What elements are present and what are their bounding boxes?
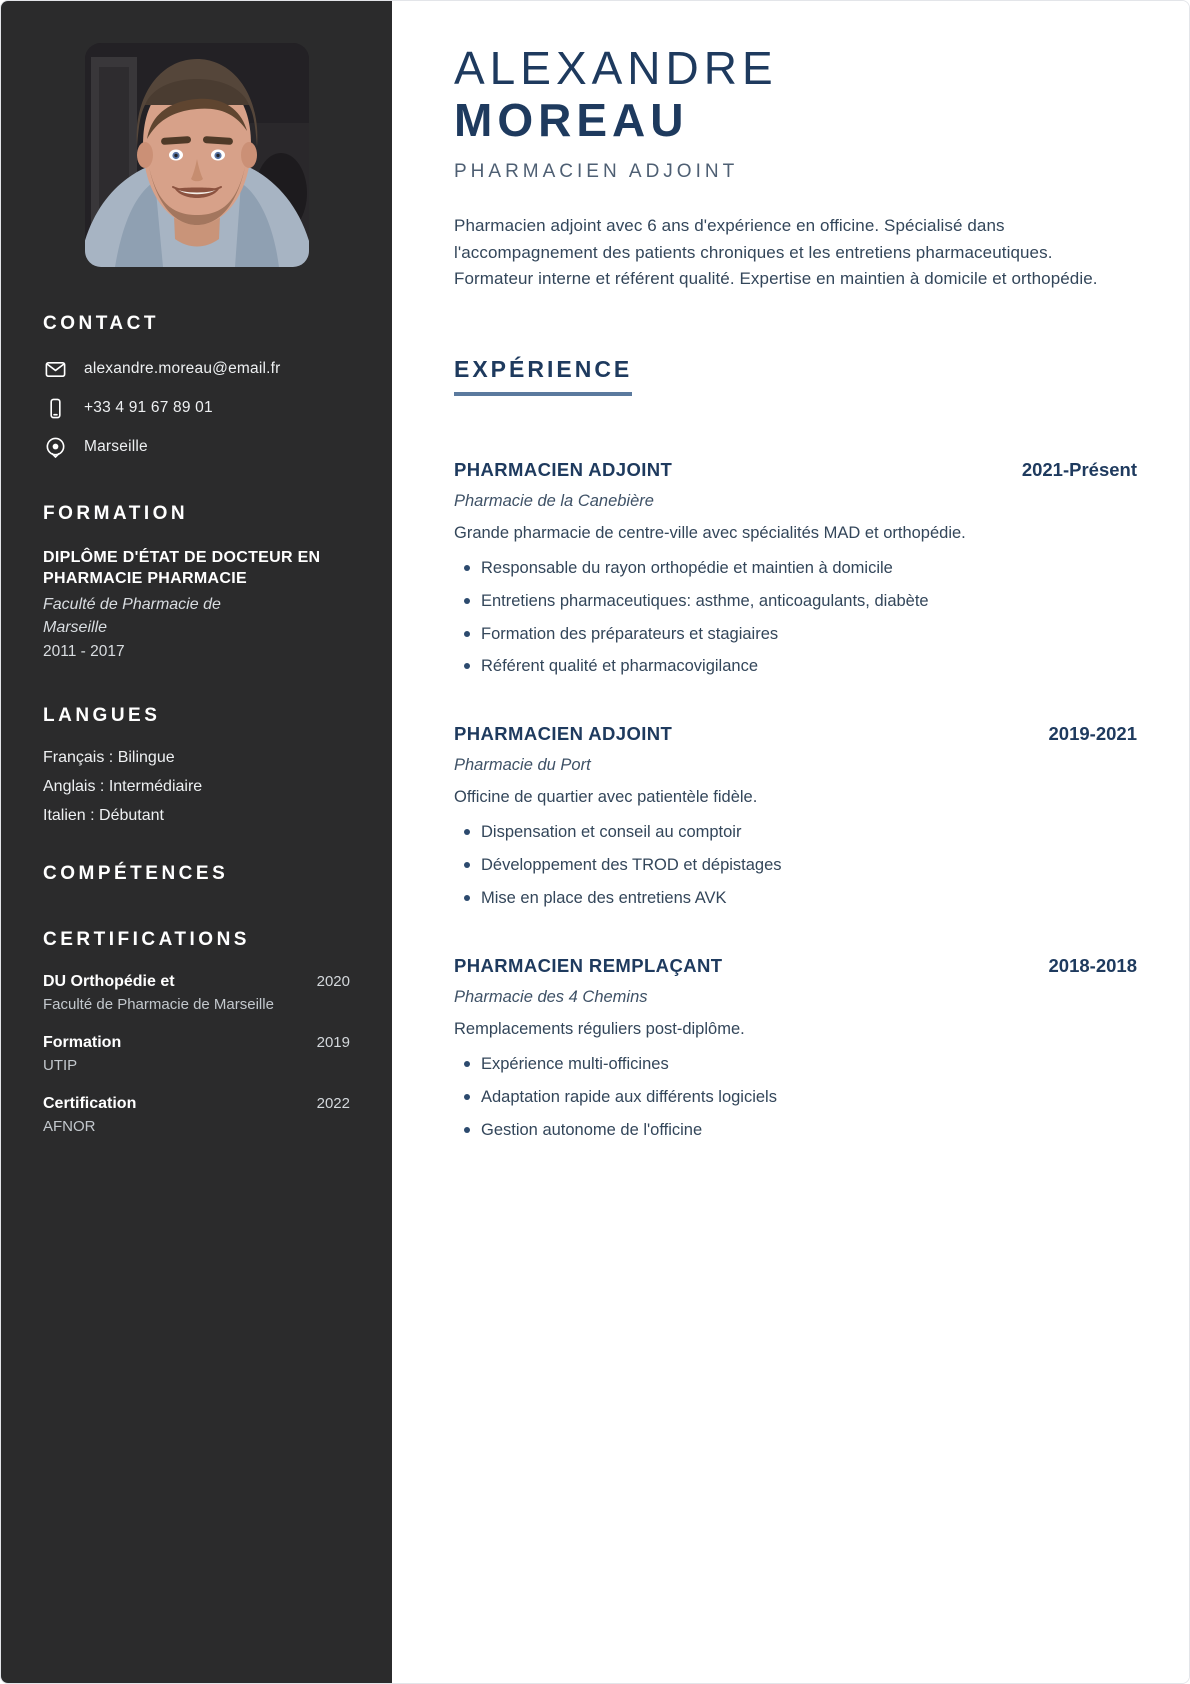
job-bullet: Référent qualité et pharmacovigilance xyxy=(454,655,1137,679)
certification-org: AFNOR xyxy=(43,1118,96,1135)
job-bullet: Adaptation rapide aux différents logiciels xyxy=(454,1086,1137,1110)
job-dates: 2021-Présent xyxy=(1021,458,1137,480)
contact-heading: CONTACT xyxy=(43,313,159,334)
experience-heading: EXPÉRIENCE xyxy=(454,356,632,396)
job-bullet: Développement des TROD et dépistages xyxy=(454,854,1137,878)
degree-title: DIPLÔME D'ÉTAT DE DOCTEUR EN PHARMACIE PHARMACIE xyxy=(43,549,321,588)
certification-org: UTIP xyxy=(43,1057,78,1074)
contact-email: alexandre.moreau@email.fr xyxy=(84,360,281,377)
job-bullet: Mise en place des entretiens AVK xyxy=(454,887,1137,911)
job-bullet-list xyxy=(454,821,1137,911)
certification-item xyxy=(43,1034,350,1074)
first-name: ALEXANDRE xyxy=(454,42,778,94)
competences-heading: COMPÉTENCES xyxy=(43,863,229,884)
language-item: Italien : Débutant xyxy=(43,807,164,824)
job-title: PHARMACIEN ADJOINT xyxy=(454,458,673,480)
job-bullet: Gestion autonome de l'officine xyxy=(454,1119,1137,1143)
job-bullet: Dispensation et conseil au comptoir xyxy=(454,821,1137,845)
degree-dates: 2011 - 2017 xyxy=(43,643,125,660)
job-dates: 2018-2018 xyxy=(1048,955,1137,977)
sidebar xyxy=(1,1,392,1683)
langues-heading: LANGUES xyxy=(43,705,161,726)
job-title: PHARMACIEN REMPLAÇANT xyxy=(454,955,723,977)
formation-heading: FORMATION xyxy=(43,503,189,524)
job-bullet-list xyxy=(454,557,1137,680)
profile-photo-illustration xyxy=(85,43,309,267)
mail-icon xyxy=(43,357,67,381)
contact-phone: +33 4 91 67 89 01 xyxy=(84,399,213,416)
language-item: Anglais : Intermédiaire xyxy=(43,778,203,795)
job-bullet: Expérience multi-officines xyxy=(454,1053,1137,1077)
main-content xyxy=(392,1,1189,1683)
job-bullet: Entretiens pharmaceutiques: asthme, anticoagulants, diabète xyxy=(454,590,1137,614)
job-description: Remplacements réguliers post-diplôme. xyxy=(454,1020,745,1039)
job-role-subtitle: PHARMACIEN ADJOINT xyxy=(454,161,739,183)
degree-school: Faculté de Pharmacie de Marseille xyxy=(43,596,221,636)
job-dates: 2019-2021 xyxy=(1048,723,1137,745)
phone-icon xyxy=(43,396,67,420)
experience-entry xyxy=(454,723,1137,911)
profile-summary: Pharmacien adjoint avec 6 ans d'expérience en officine. Spécialisé dans l'accompagnement des patients chroniques et les entretiens pharmaceutiques. Formateur interne et référent qualité. Expertise en maintien à domicile et orthopédie. xyxy=(454,216,1098,289)
job-company: Pharmacie des 4 Chemins xyxy=(454,988,648,1007)
certification-item xyxy=(43,1095,350,1135)
last-name: MOREAU xyxy=(454,93,689,146)
contact-section xyxy=(43,313,350,459)
job-company: Pharmacie de la Canebière xyxy=(454,491,654,510)
job-bullet: Formation des préparateurs et stagiaires xyxy=(454,623,1137,647)
certification-name: Certification xyxy=(43,1095,137,1112)
certifications-heading: CERTIFICATIONS xyxy=(43,929,250,950)
certification-org: Faculté de Pharmacie de Marseille xyxy=(43,996,274,1013)
certification-year: 2019 xyxy=(316,1034,350,1051)
formation-section xyxy=(43,503,350,661)
certification-year: 2022 xyxy=(316,1095,350,1112)
experience-entry xyxy=(454,955,1137,1143)
location-pin-icon xyxy=(43,435,67,459)
job-description: Officine de quartier avec patientèle fidèle. xyxy=(454,788,758,807)
job-bullet-list xyxy=(454,1053,1137,1143)
certification-item xyxy=(43,973,350,1013)
candidate-name xyxy=(454,43,1137,146)
certification-name: DU Orthopédie et xyxy=(43,973,175,990)
langues-section xyxy=(43,705,350,825)
job-description: Grande pharmacie de centre-ville avec spécialités MAD et orthopédie. xyxy=(454,523,966,542)
competences-section xyxy=(43,863,350,885)
contact-location: Marseille xyxy=(84,438,148,455)
job-title: PHARMACIEN ADJOINT xyxy=(454,723,673,745)
job-company: Pharmacie du Port xyxy=(454,756,591,775)
contact-location-row xyxy=(43,435,350,459)
language-item: Français : Bilingue xyxy=(43,749,175,766)
contact-phone-row xyxy=(43,396,350,420)
experience-entry xyxy=(454,459,1137,680)
contact-email-row xyxy=(43,357,350,381)
job-bullet: Responsable du rayon orthopédie et maintien à domicile xyxy=(454,557,1137,581)
certification-year: 2020 xyxy=(316,973,350,990)
profile-photo xyxy=(85,43,309,267)
certifications-section xyxy=(43,929,350,1135)
certification-name: Formation xyxy=(43,1034,122,1051)
